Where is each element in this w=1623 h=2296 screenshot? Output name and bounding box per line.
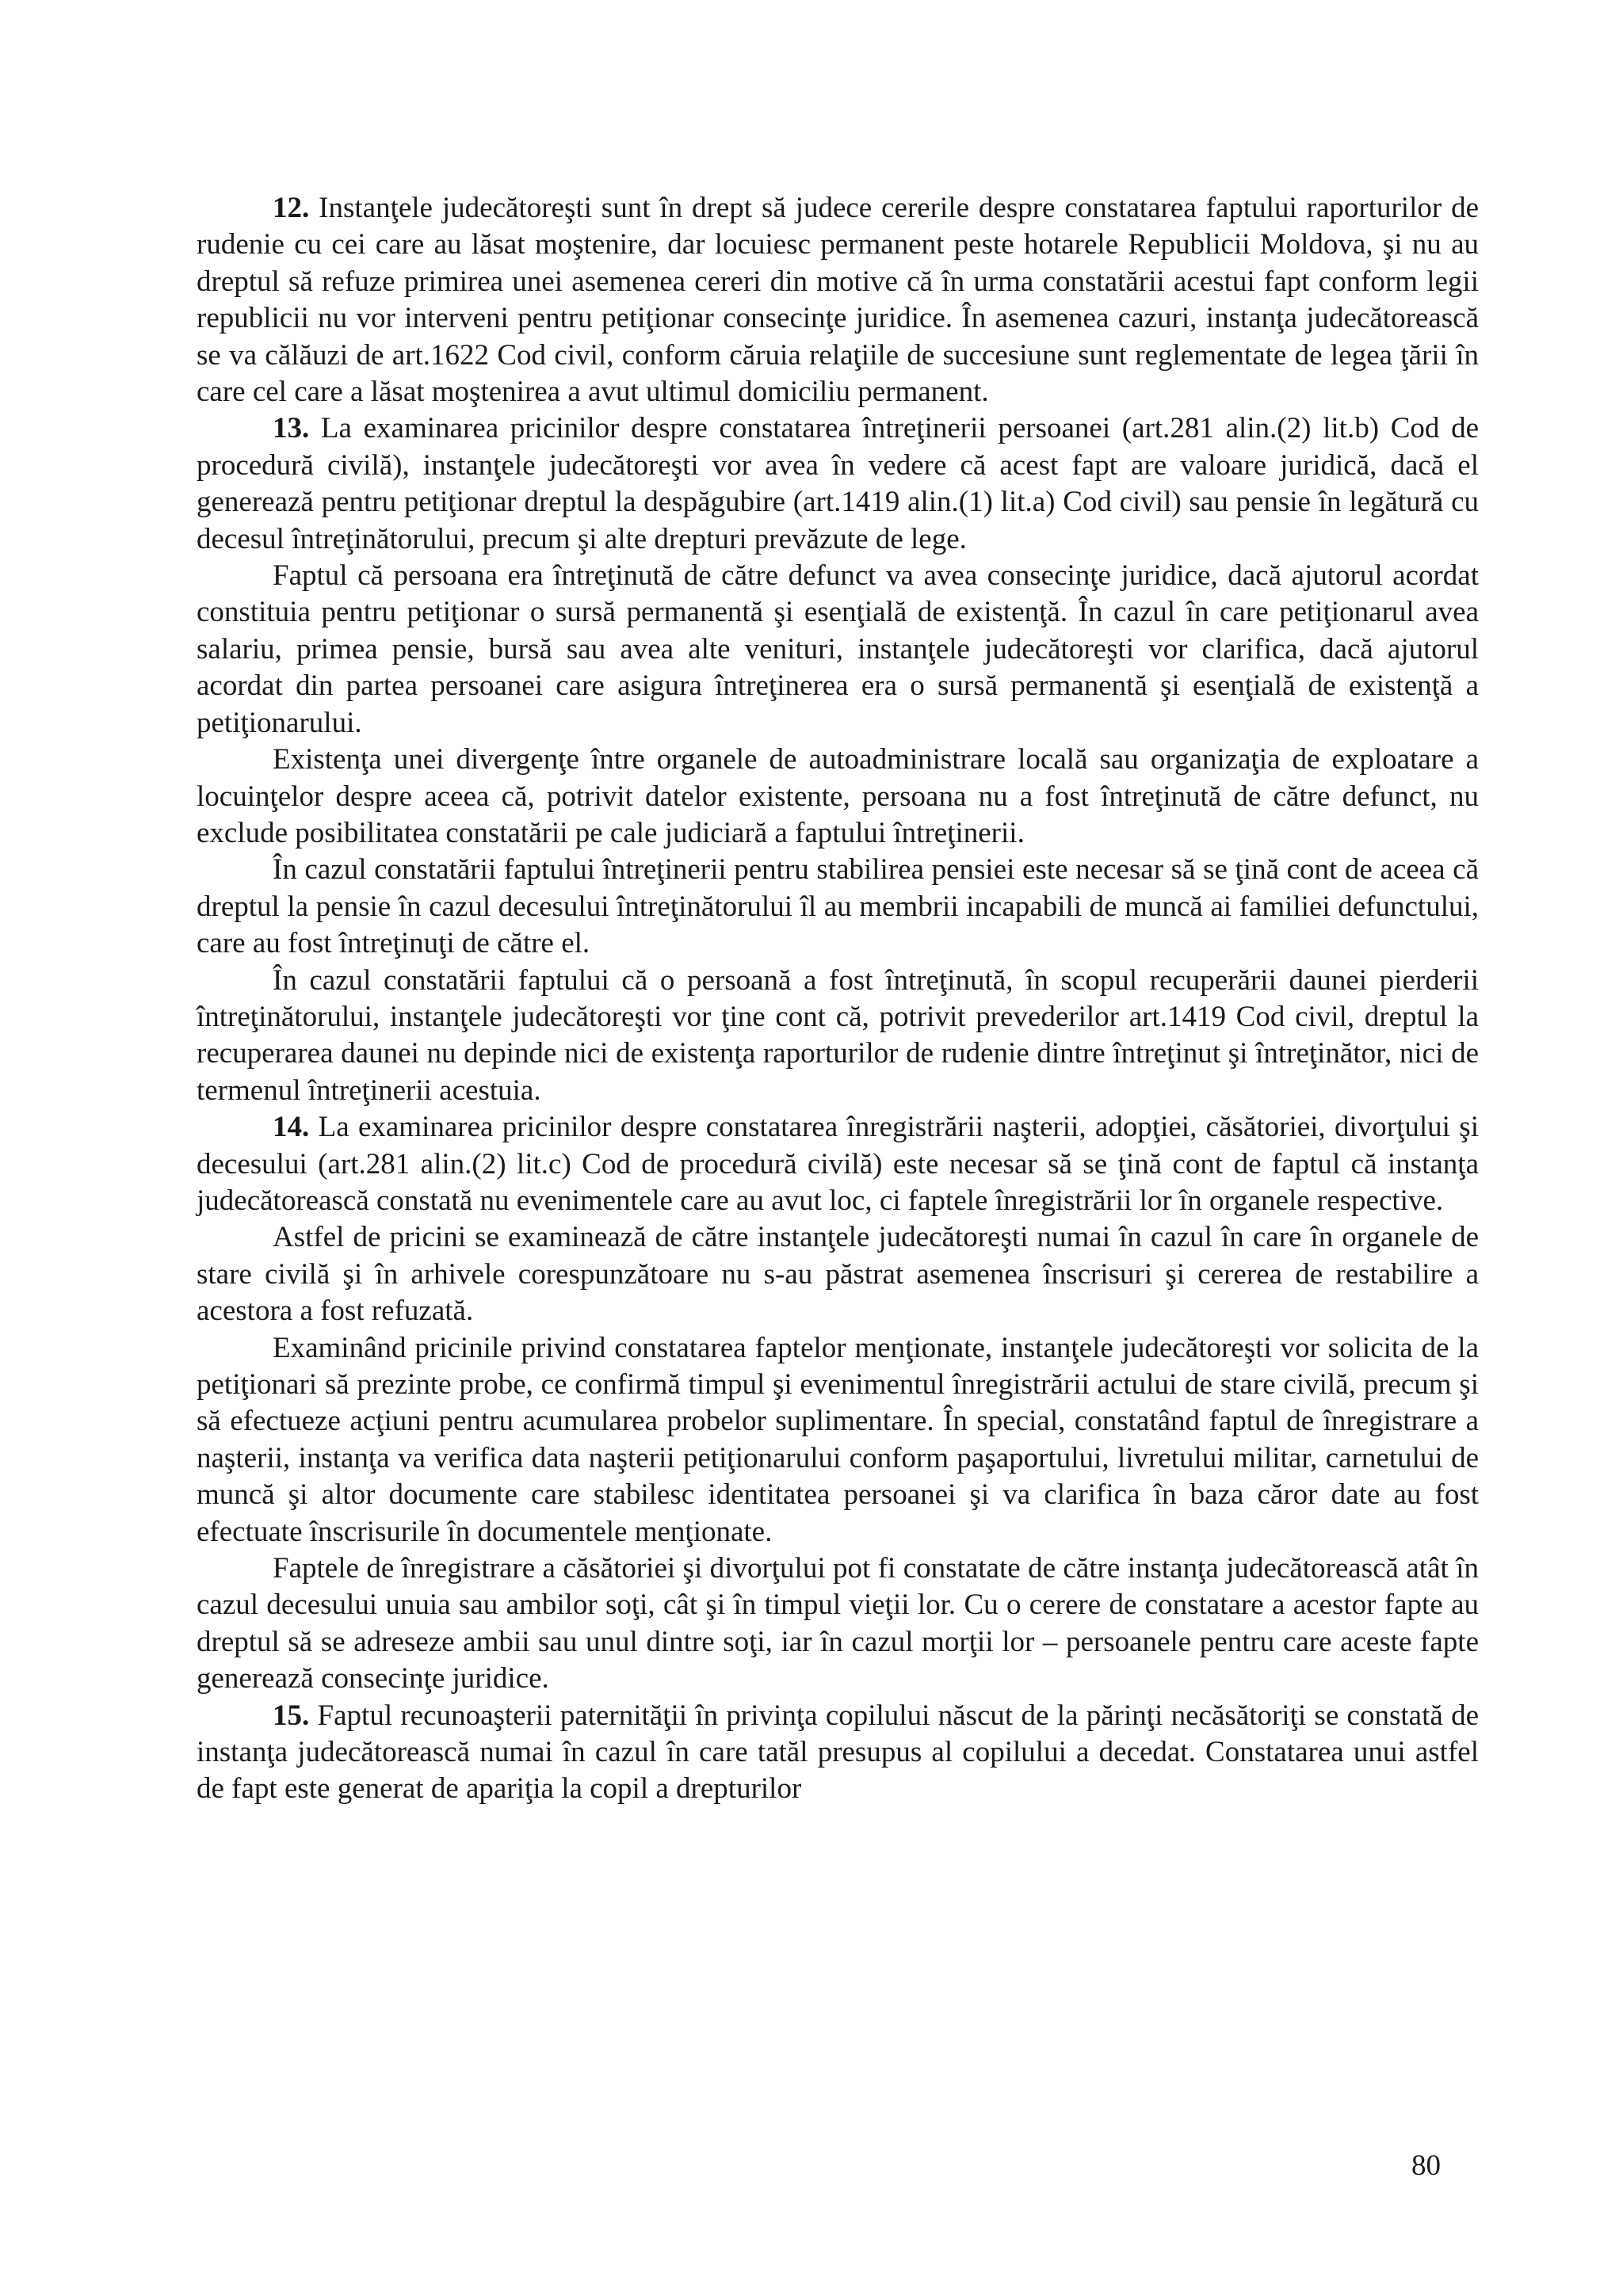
paragraph-12 xyxy=(197,190,1479,410)
paragraph-13-pension xyxy=(197,852,1479,962)
paragraph-14-marriage xyxy=(197,1550,1479,1698)
paragraph-14-evidence xyxy=(197,1330,1479,1550)
paragraph-text: Astfel de pricini se examinează de către instanţele judecătoreşti numai în cazul în care în organele de stare civilă şi în arhivele corespunzătoare nu s-au păstrat asemenea înscrisuri şi cererea de restabilire a acestora a fost refuzată. xyxy=(197,1221,1479,1328)
paragraph-text: Faptul recunoaşterii paternităţii în privinţa copilului născut de la părinţi necăsătoriţi se constată de instanţa judecătorească numai în cazul în care tatăl presupus al copilului a decedat. Constatarea unui astfel de fapt este generat de apariţia la copil a drepturilor xyxy=(197,1699,1479,1806)
paragraph-13-dependency xyxy=(197,558,1479,742)
page-number: 80 xyxy=(1411,2149,1441,2182)
paragraph-text: La examinarea pricinilor despre constatarea întreţinerii persoanei (art.281 alin.(2) lit.b) Cod de procedură civilă), instanţele judecătoreşti vor avea în vedere că acest fapt are valoare juridică, dacă el generează pentru petiţionar dreptul la despăgubire (art.1419 alin.(1) lit.a) Cod civil) sau pensie în legătură cu decesul întreţinătorului, precum şi alte drepturi prevăzute de lege. xyxy=(197,412,1479,555)
paragraph-text: La examinarea pricinilor despre constatarea înregistrării naşterii, adopţiei, căsătoriei, divorţului şi decesului (art.281 alin.(2) lit.c) Cod de procedură civilă) este necesar să se ţină cont de faptul că instanţa judecătorească constată nu evenimentele care au avut loc, ci faptele înregistrării lor în organele respective. xyxy=(197,1111,1479,1217)
paragraph-13 xyxy=(197,410,1479,558)
paragraph-14-archives xyxy=(197,1219,1479,1329)
paragraph-13-damage xyxy=(197,963,1479,1110)
paragraph-15 xyxy=(197,1698,1479,1808)
paragraph-text: Faptele de înregistrare a căsătoriei şi divorţului pot fi constatate de către instanţa judecătorească atât în cazul decesului unuia sau ambilor soţi, cât şi în timpul vieţii lor. Cu o cerere de constatare a acestor fapte au dreptul să se adreseze ambii sau unul dintre soţi, iar în cazul morţii lor – persoanele pentru care aceste fapte generează consecinţe juridice. xyxy=(197,1552,1479,1695)
paragraph-number: 14. xyxy=(273,1111,310,1144)
paragraph-text: Examinând pricinile privind constatarea faptelor menţionate, instanţele judecătoreşti vor solicita de la petiţionari să prezinte probe, ce confirmă timpul şi evenimentul înregistrării actului de stare civilă, precum şi să efectueze acţiuni pentru acumularea probelor suplimentare. În special, constatând faptul de înregistrare a naşterii, instanţa va verifica data naşterii petiţionarului conform paşaportului, livretului militar, carnetului de muncă şi altor documente care stabilesc identitatea persoanei şi va clarifica în baza căror date au fost efectuate înscrisurile în documentele menţionate. xyxy=(197,1331,1479,1548)
paragraph-number: 13. xyxy=(273,412,310,445)
document-body xyxy=(197,190,1479,1808)
paragraph-number: 15. xyxy=(273,1699,310,1732)
paragraph-text: Instanţele judecătoreşti sunt în drept să judece cererile despre constatarea faptului raporturilor de rudenie cu cei care au lăsat moştenire, dar locuiesc permanent peste hotarele Republicii Moldova, şi nu au dreptul să refuze primirea unei asemenea cereri din motive că în urma constatării acestui fapt conform legii republicii nu vor interveni pentru petiţionar consecinţe juridice. În asemenea cazuri, instanţa judecătorească se va călăuzi de art.1622 Cod civil, conform căruia relaţiile de succesiune sunt reglementate de legea ţării în care cel care a lăsat moştenirea a avut ultimul domiciliu permanent. xyxy=(197,192,1479,409)
paragraph-text: Faptul că persoana era întreţinută de către defunct va avea consecinţe juridice, dacă ajutorul acordat constituia pentru petiţionar o sursă permanentă şi esenţială de existenţă. În cazul în care petiţionarul avea salariu, primea pensie, bursă sau avea alte venituri, instanţele judecătoreşti vor clarifica, dacă ajutorul acordat din partea persoanei care asigura întreţinerea era o sursă permanentă şi esenţială de existenţă a petiţionarului. xyxy=(197,559,1479,739)
paragraph-text: În cazul constatării faptului că o persoană a fost întreţinută, în scopul recuperării daunei pierderii întreţinătorului, instanţele judecătoreşti vor ţine cont că, potrivit prevederilor art.1419 Cod civil, dreptul la recuperarea daunei nu depinde nici de existenţa raporturilor de rudenie dintre întreţinut şi întreţinător, nici de termenul întreţinerii acestuia. xyxy=(197,963,1479,1107)
paragraph-13-divergence xyxy=(197,742,1479,852)
paragraph-text: În cazul constatării faptului întreţinerii pentru stabilirea pensiei este necesar să se ţină cont de aceea că dreptul la pensie în cazul decesului întreţinătorului îl au membrii incapabili de muncă ai familiei defunctului, care au fost întreţinuţi de către el. xyxy=(197,853,1479,960)
paragraph-14 xyxy=(197,1109,1479,1219)
paragraph-text: Existenţa unei divergenţe între organele de autoadministrare locală sau organizaţia de exploatare a locuinţelor despre aceea că, potrivit datelor existente, persoana nu a fost întreţinută de către defunct, nu exclude posibilitatea constatării pe cale judiciară a faptului întreţinerii. xyxy=(197,743,1479,849)
paragraph-number: 12. xyxy=(273,192,310,224)
